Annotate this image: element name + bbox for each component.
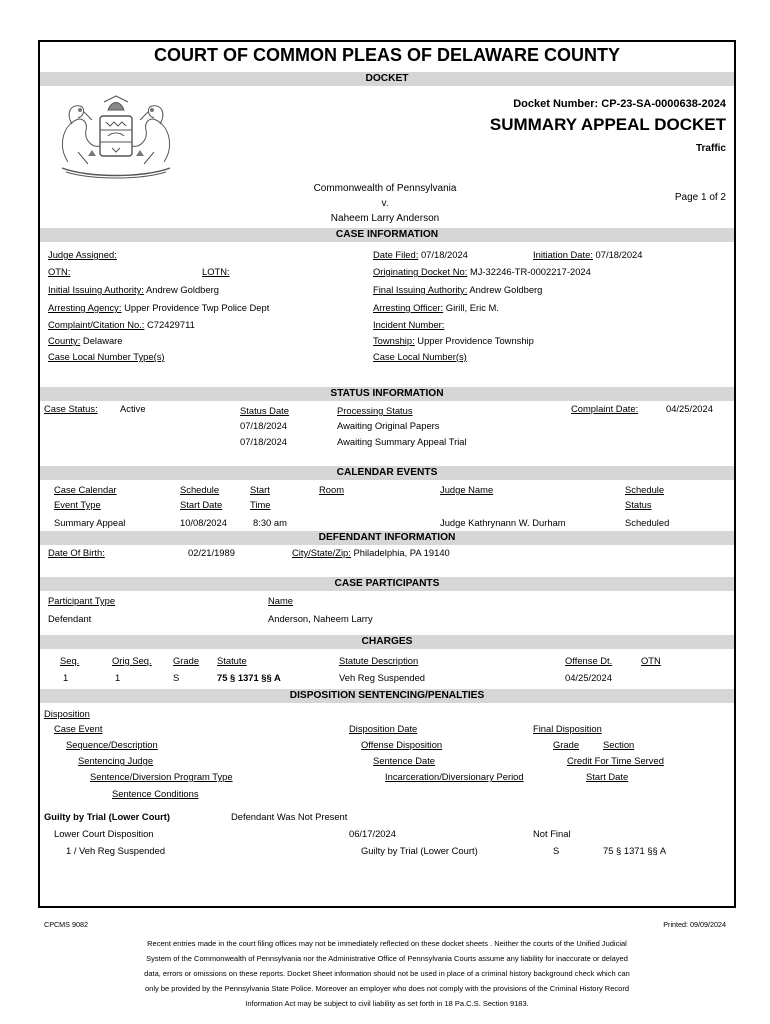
charge-statute-header: Statute [217, 655, 247, 666]
complaint-number-value: C72429711 [147, 319, 195, 330]
sentence-date-header: Sentence Date [373, 755, 436, 766]
caption-plaintiff: Commonwealth of Pennsylvania [313, 183, 457, 194]
docket-label: DOCKET [365, 73, 409, 84]
initiation-date-label: Initiation Date: [533, 249, 593, 260]
initiation-date-row [533, 249, 642, 260]
disposition-grade-header: Grade [553, 739, 580, 750]
case-status-value: Active [120, 403, 146, 414]
case-status-label: Case Status: [44, 403, 98, 414]
participant-type: Defendant [48, 613, 92, 624]
charge-grade-header: Grade [173, 655, 200, 666]
offense-disposition-header: Offense Disposition [361, 739, 443, 750]
charge-description: Veh Reg Suspended [339, 672, 426, 683]
charge-orig-seq: 1 [115, 672, 121, 683]
docket-band [40, 72, 734, 86]
disposition-entry-note: Defendant Was Not Present [231, 811, 348, 822]
originating-docket-row [373, 266, 591, 277]
township-row [373, 335, 534, 346]
final-authority-row [373, 284, 542, 295]
calendar-start-date-header: Start Date [180, 499, 223, 510]
case-type: Traffic [695, 143, 726, 154]
township-value: Upper Providence Township [417, 335, 534, 346]
local-numbers-label: Case Local Number(s) [373, 351, 467, 362]
final-authority-label: Final Issuing Authority: [373, 284, 468, 295]
charge-statute: 75 § 1371 §§ A [217, 672, 281, 683]
calendar-time-header: Time [250, 499, 271, 510]
city-state-zip-row [292, 547, 450, 558]
lotn-label: LOTN: [202, 266, 230, 277]
calendar-status-header: Status [625, 499, 652, 510]
disposition-offense: Guilty by Trial (Lower Court) [361, 845, 478, 856]
calendar-room-header: Room [319, 484, 345, 495]
incarceration-header: Incarceration/Diversionary Period [385, 771, 524, 782]
disposition-section-header: Section [603, 739, 635, 750]
charge-grade: S [173, 672, 180, 683]
complaint-date-value: 04/25/2024 [666, 403, 713, 414]
participant-type-header: Participant Type [48, 595, 116, 606]
form-id: CPCMS 9082 [44, 920, 88, 929]
arresting-officer-label: Arresting Officer: [373, 302, 444, 313]
charge-offense-date-header: Offense Dt. [565, 655, 613, 666]
disposition-event: Lower Court Disposition [54, 828, 154, 839]
date-filed-label: Date Filed: [373, 249, 419, 260]
sentence-conditions-header: Sentence Conditions [112, 788, 199, 799]
status-date-label: Status Date [240, 405, 289, 416]
participant-name-header: Name [268, 595, 294, 606]
caption-v: v. [381, 198, 389, 209]
pennsylvania-seal-icon [48, 92, 184, 180]
dob-label: Date Of Birth: [48, 547, 105, 558]
charge-otn-header: OTN [641, 655, 661, 666]
disposition-date-header: Disposition Date [349, 723, 418, 734]
calendar-start-header: Start [250, 484, 270, 495]
sequence-description-header: Sequence/Description [66, 739, 158, 750]
disposition-title: DISPOSITION SENTENCING/PENALTIES [289, 690, 485, 701]
initial-authority-value: Andrew Goldberg [145, 284, 219, 295]
status-row-date: 07/18/2024 [240, 420, 287, 431]
complaint-date-label: Complaint Date: [571, 403, 639, 414]
calendar-event-type-header-2: Event Type [54, 499, 101, 510]
initial-authority-label: Initial Issuing Authority: [48, 284, 144, 295]
city-state-zip-label: City/State/Zip: [292, 547, 351, 558]
caption-defendant: Naheem Larry Anderson [330, 213, 440, 224]
docket-number: Docket Number: CP-23-SA-0000638-2024 [513, 98, 726, 110]
arresting-officer-row [373, 302, 499, 313]
case-participants-title: CASE PARTICIPANTS [334, 578, 440, 589]
status-information-title: STATUS INFORMATION [330, 388, 444, 399]
county-value: Delaware [82, 335, 123, 346]
initiation-date-value: 07/18/2024 [595, 249, 643, 260]
arresting-officer-value: Girill, Eric M. [445, 302, 499, 313]
arresting-agency-value: Upper Providence Twp Police Dept [124, 302, 270, 313]
complaint-number-label: Complaint/Citation No.: [48, 319, 145, 330]
calendar-start-time: 8:30 am [253, 517, 287, 528]
status-information-band [40, 387, 734, 401]
charges-band [40, 635, 734, 649]
case-event-header: Case Event [54, 723, 103, 734]
date-filed-row [373, 249, 468, 260]
disclaimer-line: only be provided by the Pennsylvania State Police. Moreover an employer who does not comply with the provisions of the Criminal History Record [145, 984, 629, 993]
processing-status-label: Processing Status [337, 405, 413, 416]
page-info: Page 1 of 2 [674, 192, 726, 203]
disclaimer-line: Information Act may be subject to civil liability as set forth in 18 Pa.C.S. Section 9183. [245, 999, 529, 1008]
charge-orig-seq-header: Orig Seq. [112, 655, 152, 666]
printed-date: Printed: 09/09/2024 [663, 920, 726, 929]
county-row [48, 335, 123, 346]
calendar-event-type-header: Case Calendar [54, 484, 117, 495]
disposition-sequence-description: 1 / Veh Reg Suspended [66, 845, 166, 856]
originating-docket-value: MJ-32246-TR-0002217-2024 [469, 266, 591, 277]
defendant-information-band [40, 531, 734, 545]
case-information-band [40, 228, 734, 242]
initial-authority-row [48, 284, 219, 295]
final-authority-value: Andrew Goldberg [469, 284, 543, 295]
charge-seq-header: Seq. [60, 655, 80, 666]
case-information-title: CASE INFORMATION [335, 229, 439, 240]
disposition-band [40, 689, 734, 703]
charge-description-header: Statute Description [339, 655, 419, 666]
calendar-events-title: CALENDAR EVENTS [336, 467, 438, 478]
participant-name: Anderson, Naheem Larry [268, 613, 373, 624]
city-state-zip-value: Philadelphia, PA 19140 [353, 547, 450, 558]
calendar-judge: Judge Kathrynann W. Durham [440, 517, 566, 528]
county-label: County: [48, 335, 81, 346]
charge-seq: 1 [63, 672, 69, 683]
date-filed-value: 07/18/2024 [420, 249, 468, 260]
complaint-number-row [48, 319, 195, 330]
status-row-date: 07/18/2024 [240, 436, 287, 447]
calendar-schedule-header: Schedule [180, 484, 220, 495]
disclaimer [60, 936, 714, 1011]
docket-type: SUMMARY APPEAL DOCKET [489, 115, 726, 134]
calendar-event-type: Summary Appeal [54, 517, 126, 528]
charges-title: CHARGES [361, 636, 413, 647]
court-title: COURT OF COMMON PLEAS OF DELAWARE COUNTY [154, 45, 620, 65]
disposition-entry-title: Guilty by Trial (Lower Court) [44, 811, 171, 822]
calendar-start-date: 10/08/2024 [180, 517, 227, 528]
originating-docket-label: Originating Docket No: [373, 266, 468, 277]
defendant-information-title: DEFENDANT INFORMATION [318, 532, 456, 543]
disclaimer-line: System of the Commonwealth of Pennsylvania nor the Administrative Office of Pennsylvania Courts assume any liability for inaccurate or delayed [146, 954, 628, 963]
final-disposition-header: Final Disposition [533, 723, 602, 734]
judge-assigned-label: Judge Assigned: [48, 249, 117, 260]
disclaimer-line: Recent entries made in the court filing offices may not be immediately reflected on these docket sheets . Neither the courts of the Unified Judicial [147, 939, 627, 948]
case-participants-band [40, 577, 734, 591]
local-number-type-label: Case Local Number Type(s) [48, 351, 165, 362]
credit-time-served-header: Credit For Time Served [567, 755, 664, 766]
calendar-status: Scheduled [625, 517, 670, 528]
otn-label: OTN: [48, 266, 71, 277]
sentencing-judge-header: Sentencing Judge [78, 755, 154, 766]
disposition-event-date: 06/17/2024 [349, 828, 396, 839]
charge-offense-date: 04/25/2024 [565, 672, 612, 683]
calendar-events-band [40, 466, 734, 480]
status-row-status: Awaiting Summary Appeal Trial [337, 436, 467, 447]
disposition-section: 75 § 1371 §§ A [603, 845, 667, 856]
disposition-header: Disposition [44, 708, 90, 719]
disposition-grade: S [553, 845, 560, 856]
disclaimer-line: data, errors or omissions on these reports. Docket Sheet information should not be used in place of a criminal history background check which can [144, 969, 630, 978]
program-type-header: Sentence/Diversion Program Type [90, 771, 233, 782]
disposition-start-date-header: Start Date [586, 771, 629, 782]
status-row-status: Awaiting Original Papers [337, 420, 440, 431]
township-label: Township: [373, 335, 415, 346]
calendar-judge-header: Judge Name [440, 484, 494, 495]
disposition-final: Not Final [533, 828, 571, 839]
arresting-agency-label: Arresting Agency: [48, 302, 122, 313]
calendar-schedule-status-header: Schedule [625, 484, 665, 495]
dob-value: 02/21/1989 [188, 547, 235, 558]
arresting-agency-row [48, 302, 269, 313]
incident-number-label: Incident Number: [373, 319, 445, 330]
